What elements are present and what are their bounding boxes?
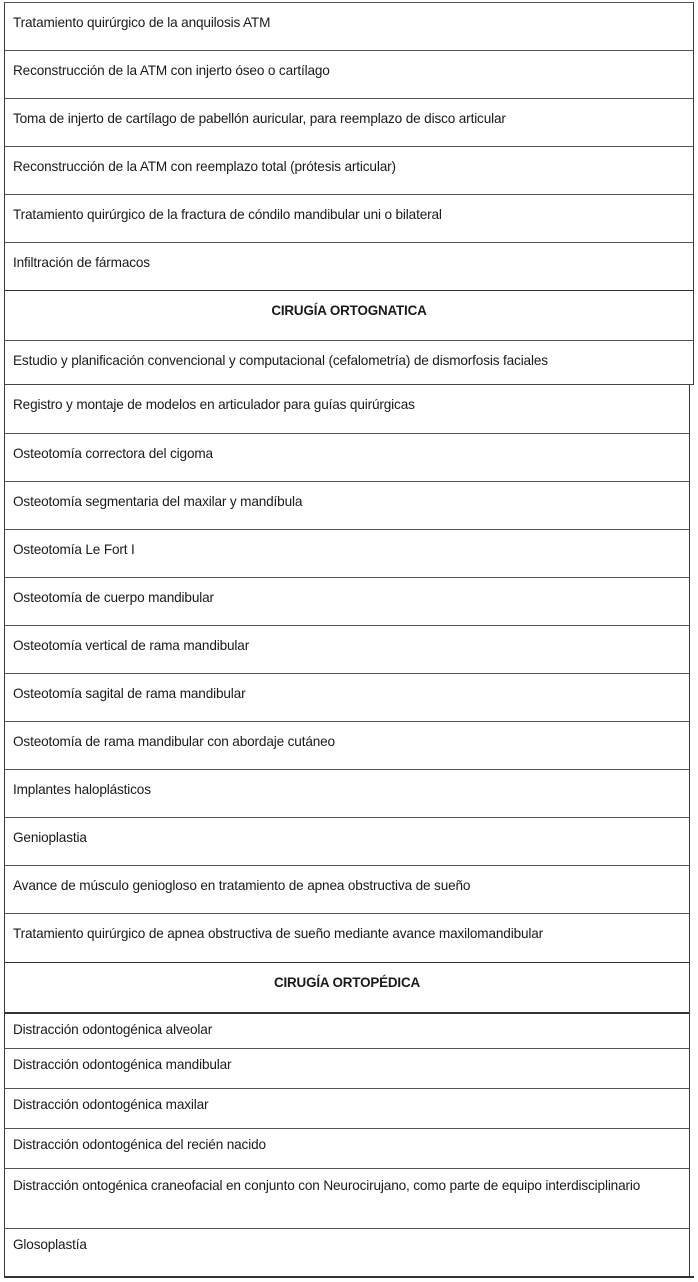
row-text: Distracción odontogénica mandibular [13, 1057, 232, 1072]
table-row [4, 98, 694, 146]
row-text: Tratamiento quirúrgico de apnea obstructiva de sueño mediante avance maxilomandibular [13, 926, 544, 941]
row-text: Distracción odontogénica alveolar [13, 1022, 213, 1037]
table-row [4, 625, 690, 673]
row-text: Infiltración de fármacos [13, 255, 150, 270]
table-row [4, 673, 690, 721]
row-text: Distracción odontogénica maxilar [13, 1097, 209, 1112]
row-text: Osteotomía de rama mandibular con abordaje cutáneo [13, 734, 335, 749]
row-text: Osteotomía de cuerpo mandibular [13, 590, 214, 605]
table-row [4, 1228, 690, 1276]
row-text: Osteotomía segmentaria del maxilar y mandíbula [13, 494, 303, 509]
table-row [4, 194, 694, 242]
table-row [4, 913, 690, 962]
table-row [4, 721, 690, 769]
table-row [4, 433, 690, 481]
table-row [4, 242, 694, 290]
row-text: Avance de músculo geniogloso en tratamiento de apnea obstructiva de sueño [13, 878, 471, 893]
table-row [4, 1168, 690, 1228]
row-text: Osteotomía correctora del cigoma [13, 446, 213, 461]
row-text: Reconstrucción de la ATM con injerto óseo o cartílago [13, 63, 330, 78]
table-row [4, 1012, 690, 1048]
row-text: Osteotomía Le Fort I [13, 542, 135, 557]
table-bottom-border [4, 1276, 694, 1278]
section-title: CIRUGÍA ORTOGNATICA [271, 303, 427, 318]
row-text: Glosoplastía [13, 1237, 87, 1252]
table-row [4, 481, 690, 529]
row-text: Genioplastia [13, 830, 87, 845]
table-row [4, 146, 694, 194]
row-text: Distracción ontogénica craneofacial en conjunto con Neurocirujano, como parte de equipo interdisciplinario [13, 1178, 641, 1193]
table-row [4, 2, 694, 50]
table-row [4, 50, 694, 98]
table-row [4, 577, 690, 625]
row-text: Tratamiento quirúrgico de la anquilosis ATM [13, 15, 271, 30]
row-text: Osteotomía vertical de rama mandibular [13, 638, 250, 653]
table-row [4, 1088, 690, 1128]
row-text: Toma de injerto de cartílago de pabellón auricular, para reemplazo de disco articular [13, 111, 506, 126]
table-row [4, 1048, 690, 1088]
row-text: Estudio y planificación convencional y computacional (cefalometría) de dismorfosis faciales [13, 353, 548, 368]
row-text: Registro y montaje de modelos en articulador para guías quirúrgicas [13, 397, 415, 412]
section-header-cirugia-ortognatica [4, 290, 694, 340]
row-text: Distracción odontogénica del recién nacido [13, 1137, 266, 1152]
row-text: Tratamiento quirúrgico de la fractura de cóndilo mandibular uni o bilateral [13, 207, 442, 222]
table-row [4, 817, 690, 865]
table-row [4, 385, 690, 433]
table-row [4, 1128, 690, 1168]
row-text: Osteotomía sagital de rama mandibular [13, 686, 246, 701]
section-header-cirugia-ortopedica [4, 962, 690, 1012]
table-row [4, 529, 690, 577]
row-text: Reconstrucción de la ATM con reemplazo total (prótesis articular) [13, 159, 396, 174]
row-text: Implantes haloplásticos [13, 782, 151, 797]
table-row [4, 340, 694, 385]
table-row [4, 865, 690, 913]
section-title: CIRUGÍA ORTOPÉDICA [273, 975, 421, 990]
table-row [4, 769, 690, 817]
